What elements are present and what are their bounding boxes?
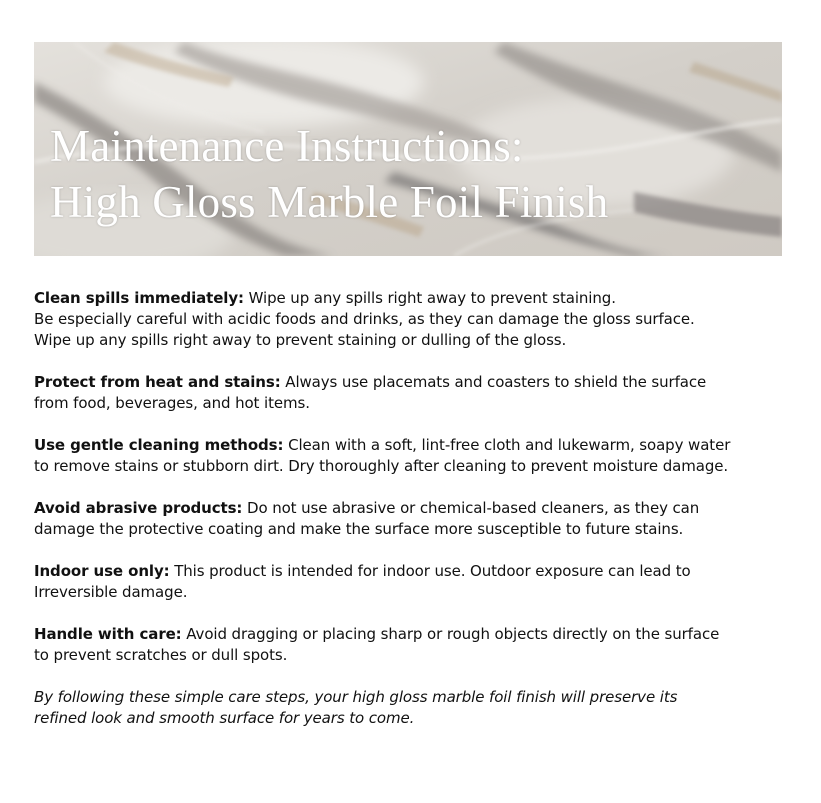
section-text-line: Be especially careful with acidic foods and drinks, as they can damage the gloss surface. [34,310,695,328]
section-first-line [34,288,819,309]
section-text-line: Wipe up any spills right away to prevent staining or dulling of the gloss. [34,331,567,349]
section-heading: Avoid abrasive products: [34,499,243,517]
section-text-line: Irreversible damage. [34,583,188,601]
section-indoor-use [34,561,819,603]
section-heading: Handle with care: [34,625,182,643]
marble-banner [34,42,782,256]
section-text-line: to remove stains or stubborn dirt. Dry thoroughly after cleaning to prevent moisture damage. [34,457,729,475]
section-first-line [34,435,819,456]
section-text: Clean with a soft, lint-free cloth and lukewarm, soapy water [283,436,731,454]
section-first-line [34,624,819,645]
section-avoid-abrasive [34,498,819,540]
section-text: Avoid dragging or placing sharp or rough objects directly on the surface [181,625,720,643]
section-text: Do not use abrasive or chemical-based cleaners, as they can [242,499,700,517]
section-first-line [34,372,819,393]
section-first-line [34,498,819,519]
section-text: Wipe up any spills right away to prevent staining. [243,289,616,307]
section-gentle-cleaning [34,435,819,477]
banner-title [50,118,608,230]
section-heading: Protect from heat and stains: [34,373,281,391]
banner-title-line1: Maintenance Instructions: [50,121,524,171]
section-heading: Indoor use only: [34,562,170,580]
section-text-line: to prevent scratches or dull spots. [34,646,288,664]
section-first-line [34,561,819,582]
section-handle-care [34,624,819,666]
section-text-line: damage the protective coating and make the surface more susceptible to future stains. [34,520,684,538]
instructions-body [34,288,819,729]
section-text: Always use placemats and coasters to shield the surface [280,373,707,391]
section-protect-heat [34,372,819,414]
section-heading: Clean spills immediately: [34,289,244,307]
banner-title-line2: High Gloss Marble Foil Finish [50,177,609,227]
section-text: This product is intended for indoor use. Outdoor exposure can lead to [169,562,691,580]
closing-line: refined look and smooth surface for years to come. [34,709,415,727]
closing-note [34,687,819,729]
section-clean-spills [34,288,819,351]
section-text-line: from food, beverages, and hot items. [34,394,310,412]
closing-line: By following these simple care steps, your high gloss marble foil finish will preserve its [34,688,678,706]
section-heading: Use gentle cleaning methods: [34,436,284,454]
